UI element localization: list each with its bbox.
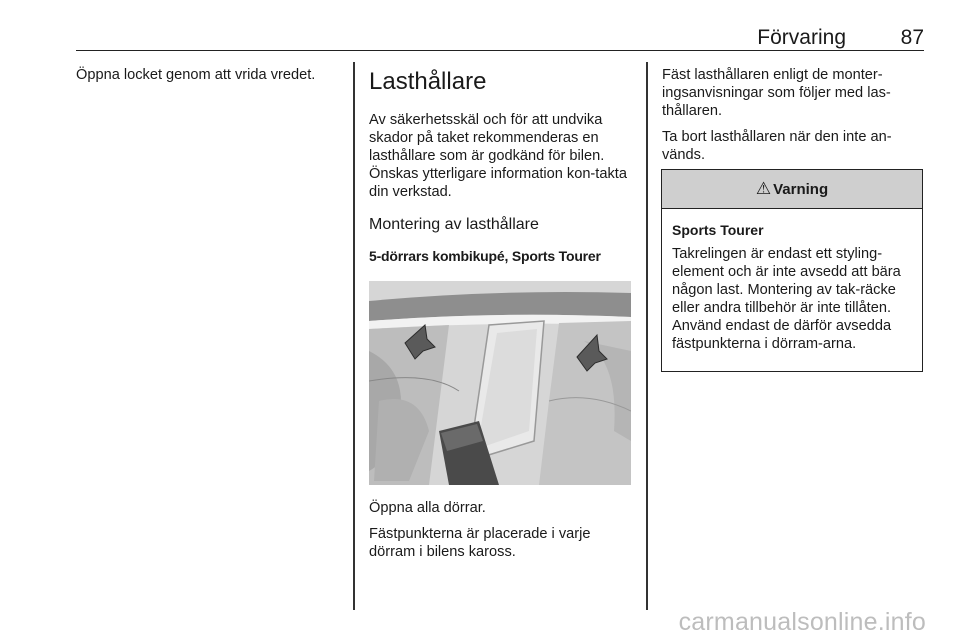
section-title: Förvaring bbox=[757, 26, 846, 49]
page-header bbox=[76, 0, 924, 51]
warning-box bbox=[661, 169, 923, 372]
warning-title: Varning bbox=[773, 181, 829, 198]
column-divider bbox=[353, 62, 355, 610]
body-text: Ta bort lasthållaren när den inte an-vänds. bbox=[662, 129, 892, 163]
intro-text: Av säkerhetsskäl och för att undvika skador på taket rekommenderas en lasthållare som är godkänd för bilen. Önskas ytterligare information kon-takta din verkstad. bbox=[369, 112, 627, 200]
section-heading: Lasthållare bbox=[369, 68, 487, 95]
body-text: Fäst lasthållaren enligt de monter-ingsanvisningar som följer med las-thållaren. bbox=[662, 67, 891, 119]
warning-body bbox=[662, 209, 922, 353]
column-left bbox=[76, 66, 348, 92]
column-middle bbox=[369, 66, 637, 569]
watermark: carmanualsonline.info bbox=[678, 608, 926, 636]
page-number: 87 bbox=[900, 26, 924, 49]
column-divider bbox=[646, 62, 648, 610]
warning-header bbox=[662, 170, 922, 209]
roof-rack-illustration bbox=[369, 281, 631, 485]
variant-heading: 5-dörrars kombikupé, Sports Tourer bbox=[369, 248, 601, 264]
column-right bbox=[662, 66, 924, 172]
warning-text: Takrelingen är endast ett styling-element och är inte avsedd att bära någon last. Montering av tak-räcke eller andra tillbehör är inte tillåten. Använd endast de därför avsedda fästpunkterna i dörram-arna. bbox=[672, 246, 901, 352]
warning-triangle-icon: ⚠ bbox=[755, 179, 772, 198]
subheading: Montering av lasthållare bbox=[369, 216, 539, 233]
body-text: Öppna alla dörrar. bbox=[369, 500, 486, 516]
warning-subtitle: Sports Tourer bbox=[672, 222, 764, 238]
body-text: Fästpunkterna är placerade i varje dörram i bilens kaross. bbox=[369, 526, 591, 560]
body-text: Öppna locket genom att vrida vredet. bbox=[76, 67, 316, 83]
